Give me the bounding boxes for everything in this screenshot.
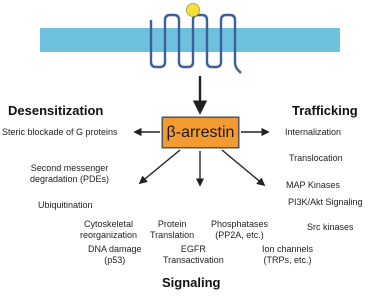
pi3k-akt-label: PI3K/Akt Signaling bbox=[288, 197, 363, 207]
ion-channels-label bbox=[262, 244, 313, 266]
cell-membrane bbox=[40, 28, 340, 52]
cytoskeletal-label bbox=[80, 219, 137, 241]
arrow-to-signaling-left bbox=[140, 150, 180, 183]
src-kinases-label: Src kinases bbox=[307, 222, 354, 232]
second-messenger-label bbox=[30, 163, 109, 185]
cytoskeletal-line-1: Cytoskeletal bbox=[84, 219, 134, 229]
phosphatases-label bbox=[211, 219, 268, 241]
dna-damage-line-2: (p53) bbox=[104, 255, 126, 265]
ubiquitination-label: Ubiquitination bbox=[38, 200, 93, 210]
trafficking-header: Trafficking bbox=[292, 103, 358, 118]
dna-damage-line-1: DNA damage bbox=[88, 244, 142, 254]
steric-blockade-label: Steric blockade of G proteins bbox=[2, 127, 118, 137]
beta-arrestin-label: β-arrestin bbox=[166, 123, 235, 141]
phosphatases-line-2: (PP2A, etc.) bbox=[215, 230, 264, 240]
desensitization-header: Desensitization bbox=[8, 103, 104, 118]
dna-damage-label bbox=[88, 244, 142, 266]
ion-channels-line-2: (TRPs, etc.) bbox=[263, 255, 312, 265]
protein-translation-line-1: Protein bbox=[157, 219, 187, 229]
egfr-line-2: Transactivation bbox=[163, 255, 224, 265]
protein-translation-label bbox=[150, 219, 194, 241]
egfr-label bbox=[163, 244, 224, 266]
egfr-line-1: EGFR bbox=[180, 244, 206, 254]
cytoskeletal-line-2: reorganization bbox=[80, 230, 138, 240]
arrow-to-signaling-right bbox=[222, 150, 264, 185]
second-messenger-line-1: Second messenger bbox=[30, 163, 109, 173]
second-messenger-line-2: degradation (PDEs) bbox=[30, 174, 110, 184]
protein-translation-line-2: Translation bbox=[150, 230, 195, 240]
ligand-icon bbox=[187, 4, 200, 17]
phosphatases-line-1: Phosphatases bbox=[211, 219, 269, 229]
ion-channels-line-1: Ion channels bbox=[262, 244, 314, 254]
beta-arrestin-box bbox=[162, 117, 239, 148]
map-kinases-label: MAP Kinases bbox=[286, 180, 340, 190]
internalization-label: Internalization bbox=[285, 127, 342, 137]
signaling-header: Signaling bbox=[162, 275, 221, 290]
translocation-label: Translocation bbox=[289, 153, 343, 163]
